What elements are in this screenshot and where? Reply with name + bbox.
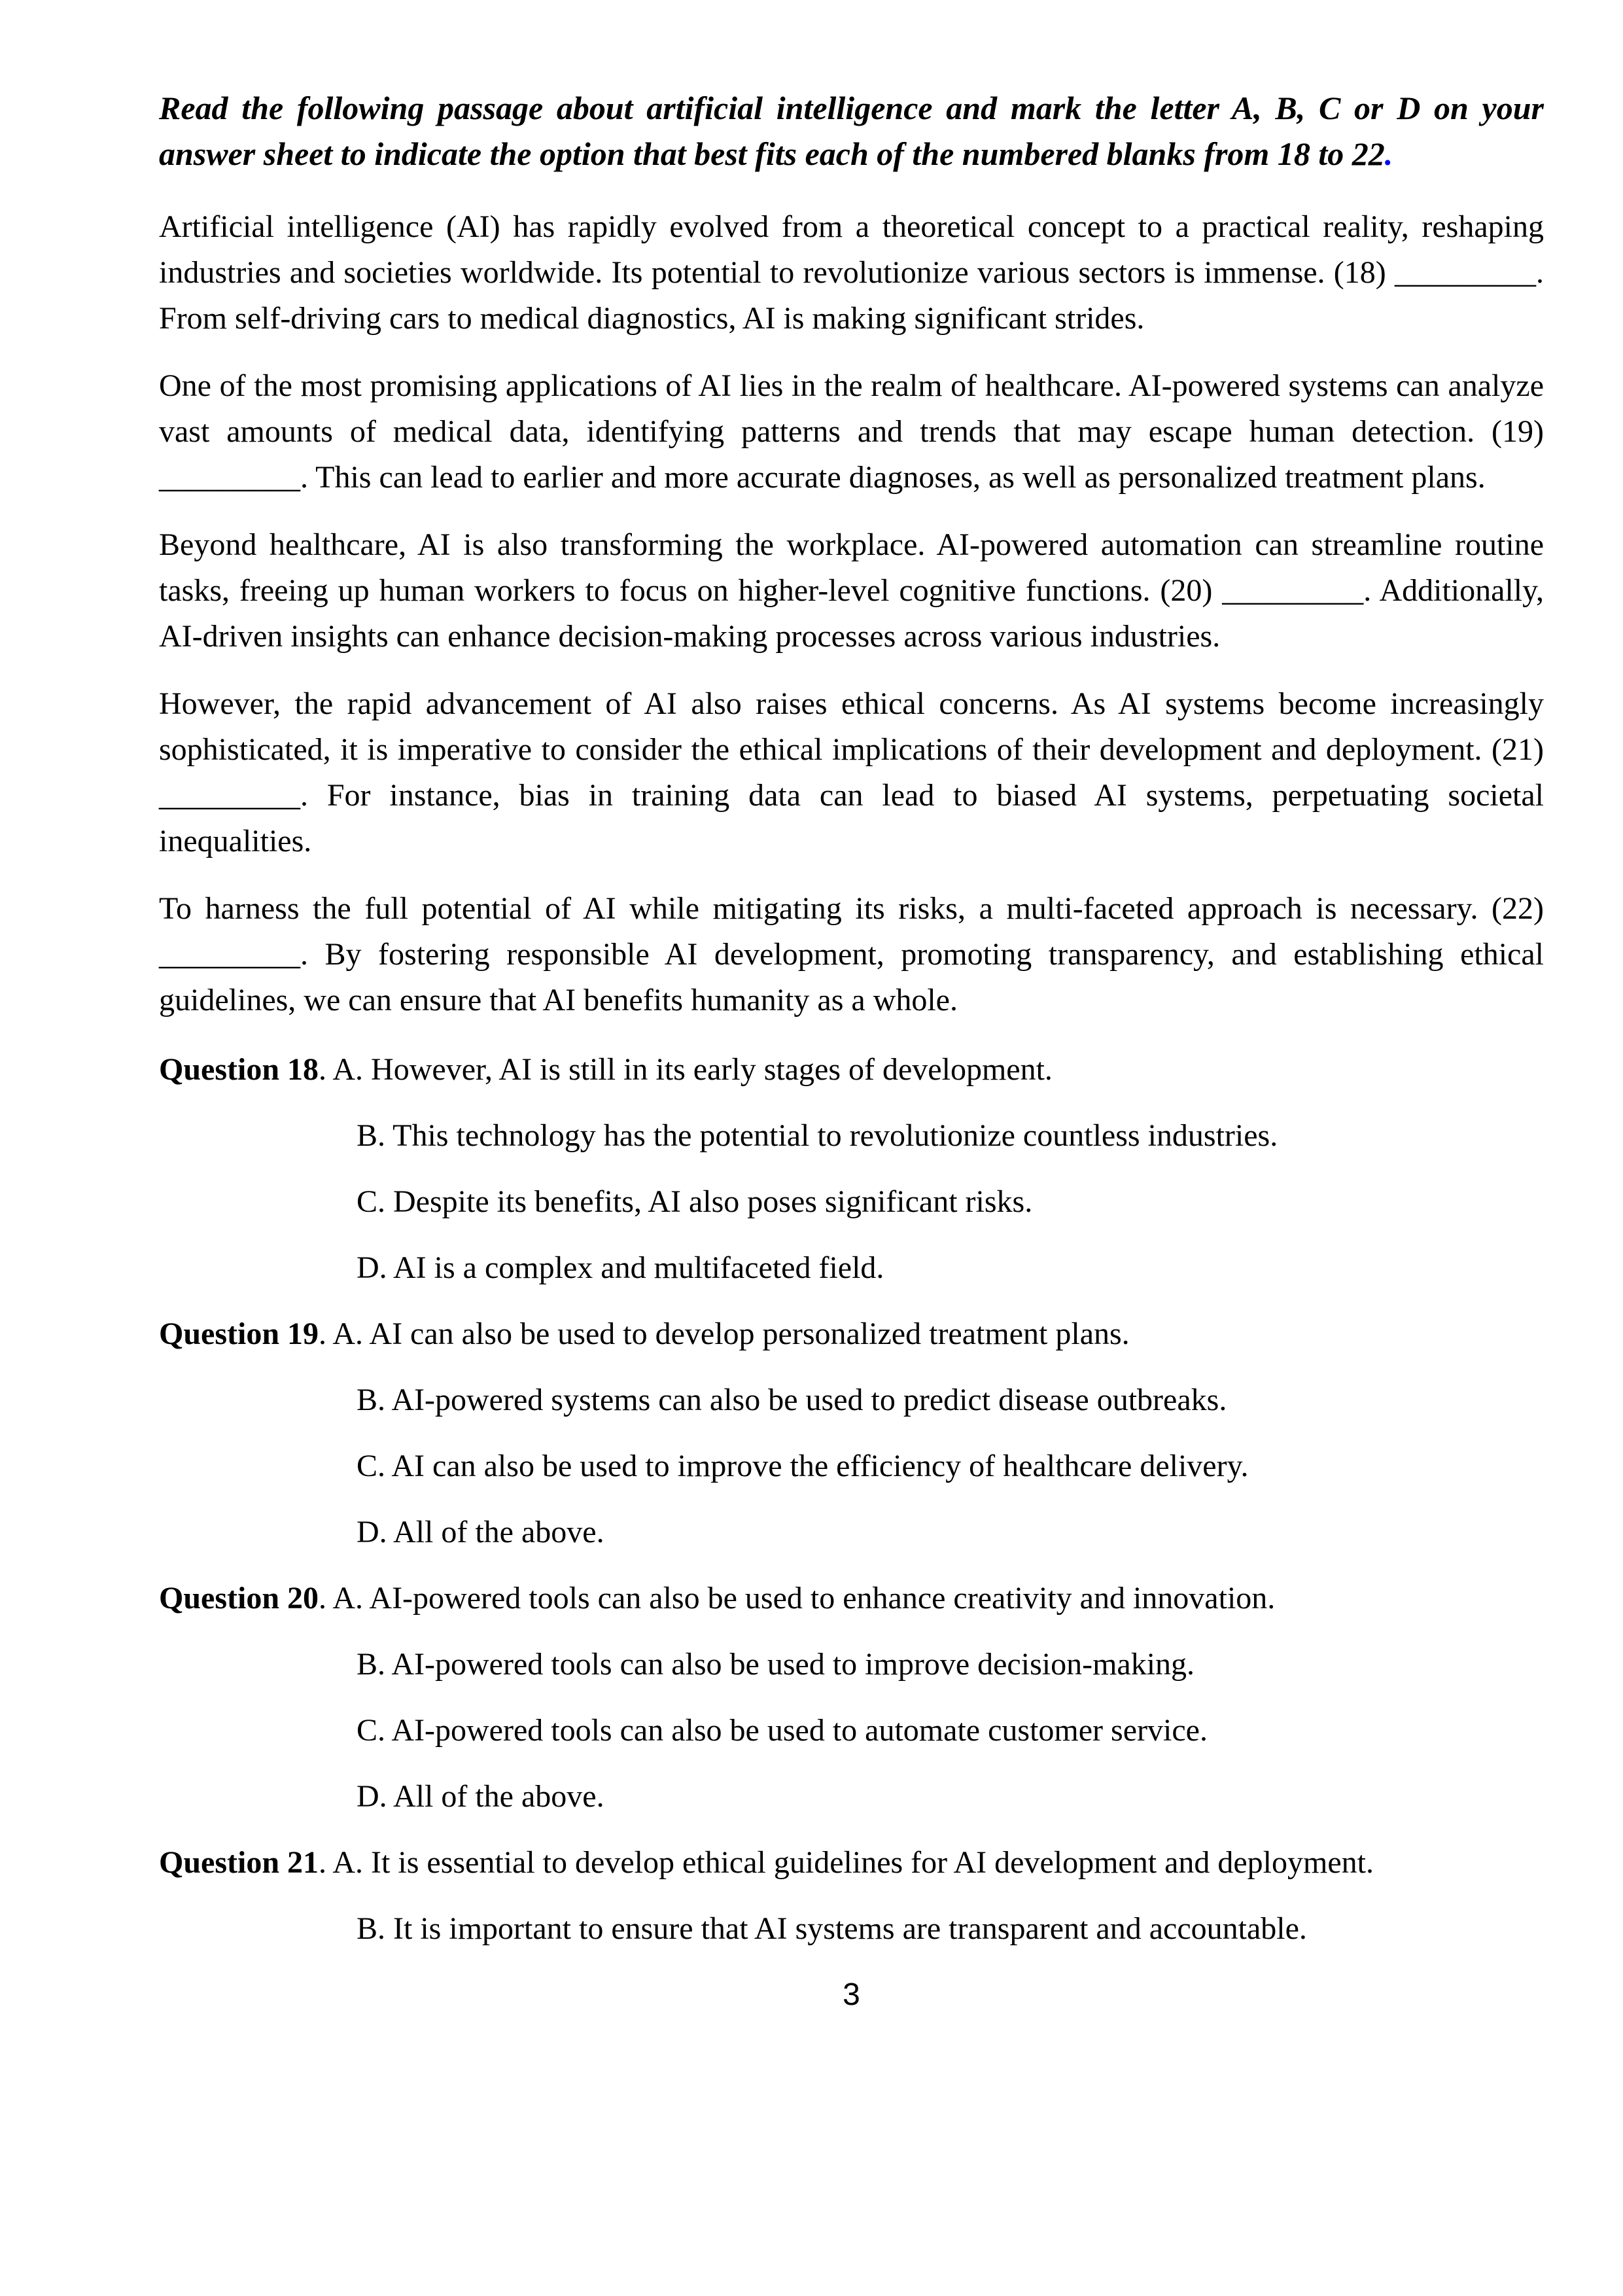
question-21-option-a: A. It is essential to develop ethical guidelines for AI development and deployment.: [332, 1845, 1374, 1880]
passage-paragraph-4: However, the rapid advancement of AI also raises ethical concerns. As AI systems become increasingly sophisticated, it is imperative to consider the ethical implications of their development and deployment. (21) _________. For instance, bias in training data can lead to biased AI systems, perpetuating societal inequalities.: [159, 686, 1544, 858]
page-number: 3: [843, 1977, 860, 2012]
question-19-option-a: A. AI can also be used to develop personalized treatment plans.: [332, 1316, 1130, 1351]
question-20-option-d: D. All of the above.: [357, 1779, 604, 1814]
question-18: [159, 1047, 1544, 1291]
question-19-option-d: D. All of the above.: [357, 1515, 604, 1549]
question-21: [159, 1840, 1544, 1952]
passage-paragraph-1: Artificial intelligence (AI) has rapidly evolved from a theoretical concept to a practical reality, reshaping industries and societies worldwide. Its potential to revolutionize various sectors is immense. (18) _________. From self-driving cars to medical diagnostics, AI is making significant strides.: [159, 209, 1544, 336]
question-18-separator: .: [319, 1052, 333, 1087]
question-18-label: Question 18: [159, 1052, 319, 1087]
instruction-text: Read the following passage about artificial intelligence and mark the letter A, B, C or D on your answer sheet to indicate the option that best fits each of the numbered blanks from 18 to 22: [159, 90, 1544, 172]
question-20-option-c: C. AI-powered tools can also be used to automate customer service.: [357, 1713, 1208, 1748]
document-page: [159, 85, 1544, 2018]
question-19-label: Question 19: [159, 1316, 319, 1351]
question-20-label: Question 20: [159, 1581, 319, 1616]
question-21-separator: .: [319, 1845, 333, 1880]
question-19: [159, 1311, 1544, 1555]
question-19-separator: .: [319, 1316, 333, 1351]
question-21-line: [159, 1840, 1544, 1886]
question-20-separator: .: [319, 1581, 333, 1616]
instruction-heading: [159, 85, 1544, 177]
question-18-option-b: B. This technology has the potential to revolutionize countless industries.: [357, 1118, 1278, 1153]
question-18-line: [159, 1047, 1544, 1093]
question-19-line: [159, 1311, 1544, 1357]
passage-paragraph-2: One of the most promising applications of AI lies in the realm of healthcare. AI-powered systems can analyze vast amounts of medical data, identifying patterns and trends that may escape human detection. (19) _________. This can lead to earlier and more accurate diagnoses, as well as personalized treatment plans.: [159, 368, 1544, 495]
question-21-label: Question 21: [159, 1845, 319, 1880]
question-20-option-a: A. AI-powered tools can also be used to enhance creativity and innovation.: [332, 1581, 1276, 1616]
question-18-option-a: A. However, AI is still in its early stages of development.: [332, 1052, 1053, 1087]
question-18-option-d: D. AI is a complex and multifaceted field.: [357, 1250, 884, 1285]
passage-paragraph-3: Beyond healthcare, AI is also transforming the workplace. AI-powered automation can streamline routine tasks, freeing up human workers to focus on higher-level cognitive functions. (20) _________. Additionally, AI-driven insights can enhance decision-making processes across various industries.: [159, 527, 1544, 654]
question-18-option-c: C. Despite its benefits, AI also poses significant risks.: [357, 1184, 1033, 1219]
question-21-option-b: B. It is important to ensure that AI systems are transparent and accountable.: [357, 1911, 1307, 1946]
question-20-line: [159, 1576, 1544, 1621]
instruction-period: .: [1384, 135, 1393, 172]
question-19-option-b: B. AI-powered systems can also be used to predict disease outbreaks.: [357, 1383, 1227, 1417]
questions-section: [159, 1047, 1544, 1952]
question-20-option-b: B. AI-powered tools can also be used to improve decision-making.: [357, 1647, 1195, 1682]
question-20: [159, 1576, 1544, 1820]
passage-paragraph-5: To harness the full potential of AI while mitigating its risks, a multi-faceted approach is necessary. (22) _________. By fostering responsible AI development, promoting transparency, and establishing ethical guidelines, we can ensure that AI benefits humanity as a whole.: [159, 891, 1544, 1017]
question-19-option-c: C. AI can also be used to improve the efficiency of healthcare delivery.: [357, 1449, 1249, 1483]
